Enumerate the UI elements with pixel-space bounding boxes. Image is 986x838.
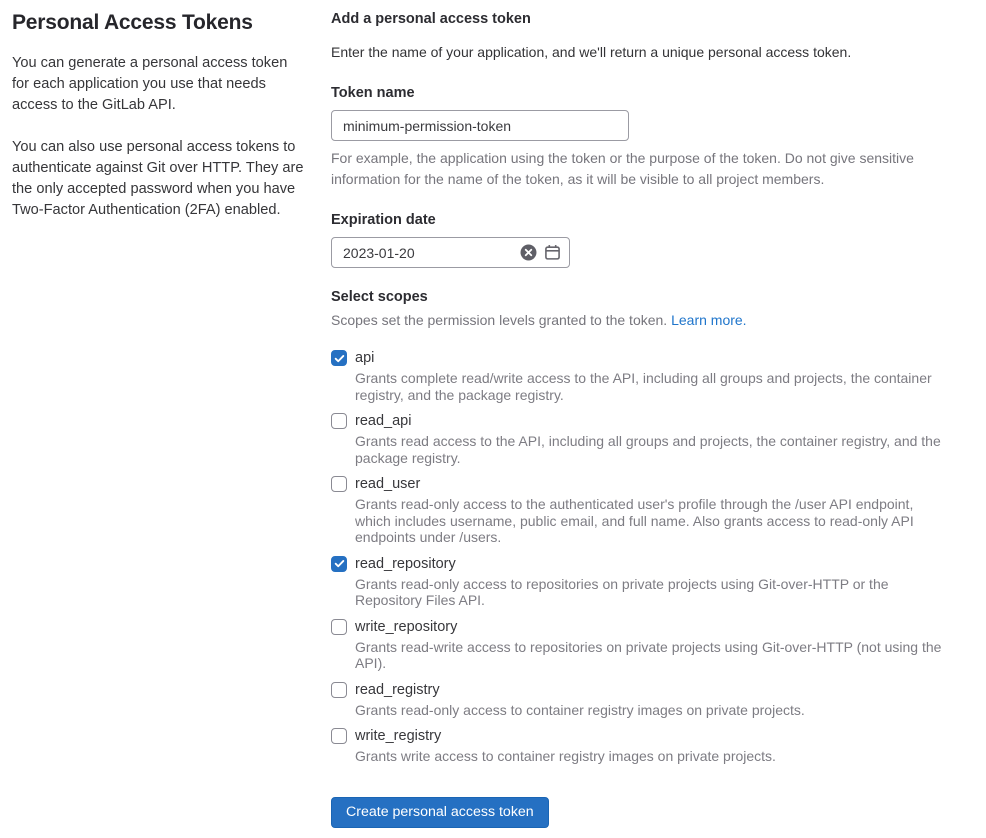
scope-read-user-checkbox[interactable] [331, 476, 347, 492]
select-scopes-label: Select scopes [331, 289, 428, 305]
token-name-help: For example, the application using the token or the purpose of the token. Do not give sensitive information for the name of the token, as it will be visible to all project members. [331, 150, 914, 187]
expiration-date-wrapper [331, 237, 570, 268]
sidebar-paragraph-1: You can generate a personal access token for each application you use that needs access to the GitLab API. [12, 55, 288, 113]
scope-api-clickarea[interactable] [331, 348, 942, 368]
token-name-field-group [331, 85, 942, 190]
scope-read-registry-checkbox[interactable] [331, 682, 347, 698]
scope-write-repository-description: Grants read-write access to repositories on private projects using Git-over-HTTP (not using the API). [355, 638, 942, 671]
scope-read-api-description: Grants read access to the API, including all groups and projects, the container registry, and the package registry. [355, 433, 941, 466]
scope-write-repository-clickarea[interactable] [331, 617, 942, 637]
scopes-help-sentence: Scopes set the permission levels granted to the token. [331, 312, 668, 328]
scope-row-write-repository [331, 617, 942, 672]
scope-write-registry-label: write_registry [355, 728, 442, 744]
scope-row-read-user [331, 474, 942, 546]
scope-row-read-registry [331, 680, 942, 719]
scope-api-label: api [355, 350, 375, 366]
token-name-label: Token name [331, 85, 415, 101]
scope-read-repository-clickarea[interactable] [331, 554, 942, 574]
expiration-date-field-group [331, 212, 942, 268]
scope-write-registry-checkbox[interactable] [331, 728, 347, 744]
learn-more-link[interactable]: Learn more. [671, 312, 747, 328]
scope-read-registry-clickarea[interactable] [331, 680, 942, 700]
scope-read-registry-description: Grants read-only access to container registry images on private projects. [355, 701, 805, 718]
clear-date-icon[interactable] [520, 244, 537, 261]
scope-row-write-registry [331, 726, 942, 765]
form-heading: Add a personal access token [331, 11, 531, 27]
calendar-icon[interactable] [544, 244, 561, 261]
scope-write-repository-checkbox[interactable] [331, 619, 347, 635]
page-title: Personal Access Tokens [12, 11, 253, 34]
form-intro: Enter the name of your application, and we'll return a unique personal access token. [331, 44, 852, 60]
expiration-date-label: Expiration date [331, 212, 436, 228]
token-name-input[interactable] [331, 110, 629, 141]
scope-read-registry-label: read_registry [355, 681, 440, 698]
scope-api-checkbox[interactable] [331, 350, 347, 366]
scope-read-api-clickarea[interactable] [331, 411, 942, 431]
scope-api-description: Grants complete read/write access to the API, including all groups and projects, the container registry, and the package registry. [355, 370, 932, 403]
scope-read-user-label: read_user [355, 476, 421, 492]
scope-read-repository-checkbox[interactable] [331, 556, 347, 572]
scope-read-repository-label: read_repository [355, 555, 456, 572]
scope-row-api [331, 348, 942, 403]
date-input-icons [520, 237, 561, 268]
scope-read-user-clickarea[interactable] [331, 474, 942, 494]
sidebar-paragraph-2: You can also use personal access tokens to authenticate against Git over HTTP. They are the only accepted password when you have Two-Factor Authentication (2FA) enabled. [12, 139, 304, 218]
scopes-section [331, 289, 942, 765]
add-token-form [318, 10, 942, 828]
scope-read-repository-description: Grants read-only access to repositories on private projects using Git-over-HTTP or the Repository Files API. [355, 575, 889, 608]
scope-row-read-repository [331, 554, 942, 609]
settings-description-column [12, 10, 318, 828]
create-token-button[interactable]: Create personal access token [331, 797, 549, 828]
scope-write-registry-description: Grants write access to container registry images on private projects. [355, 748, 776, 764]
scope-read-api-checkbox[interactable] [331, 413, 347, 429]
scope-write-registry-clickarea[interactable] [331, 726, 942, 746]
scope-write-repository-label: write_repository [355, 618, 458, 635]
scopes-help-text [331, 311, 942, 329]
scope-read-user-description: Grants read-only access to the authenticated user's profile through the /user API endpoint, which includes username, public email, and full name. Also grants access to read-only API endpoints under /users. [355, 496, 914, 545]
scope-read-api-label: read_api [355, 413, 412, 429]
scope-row-read-api [331, 411, 942, 466]
scope-list [331, 348, 942, 765]
